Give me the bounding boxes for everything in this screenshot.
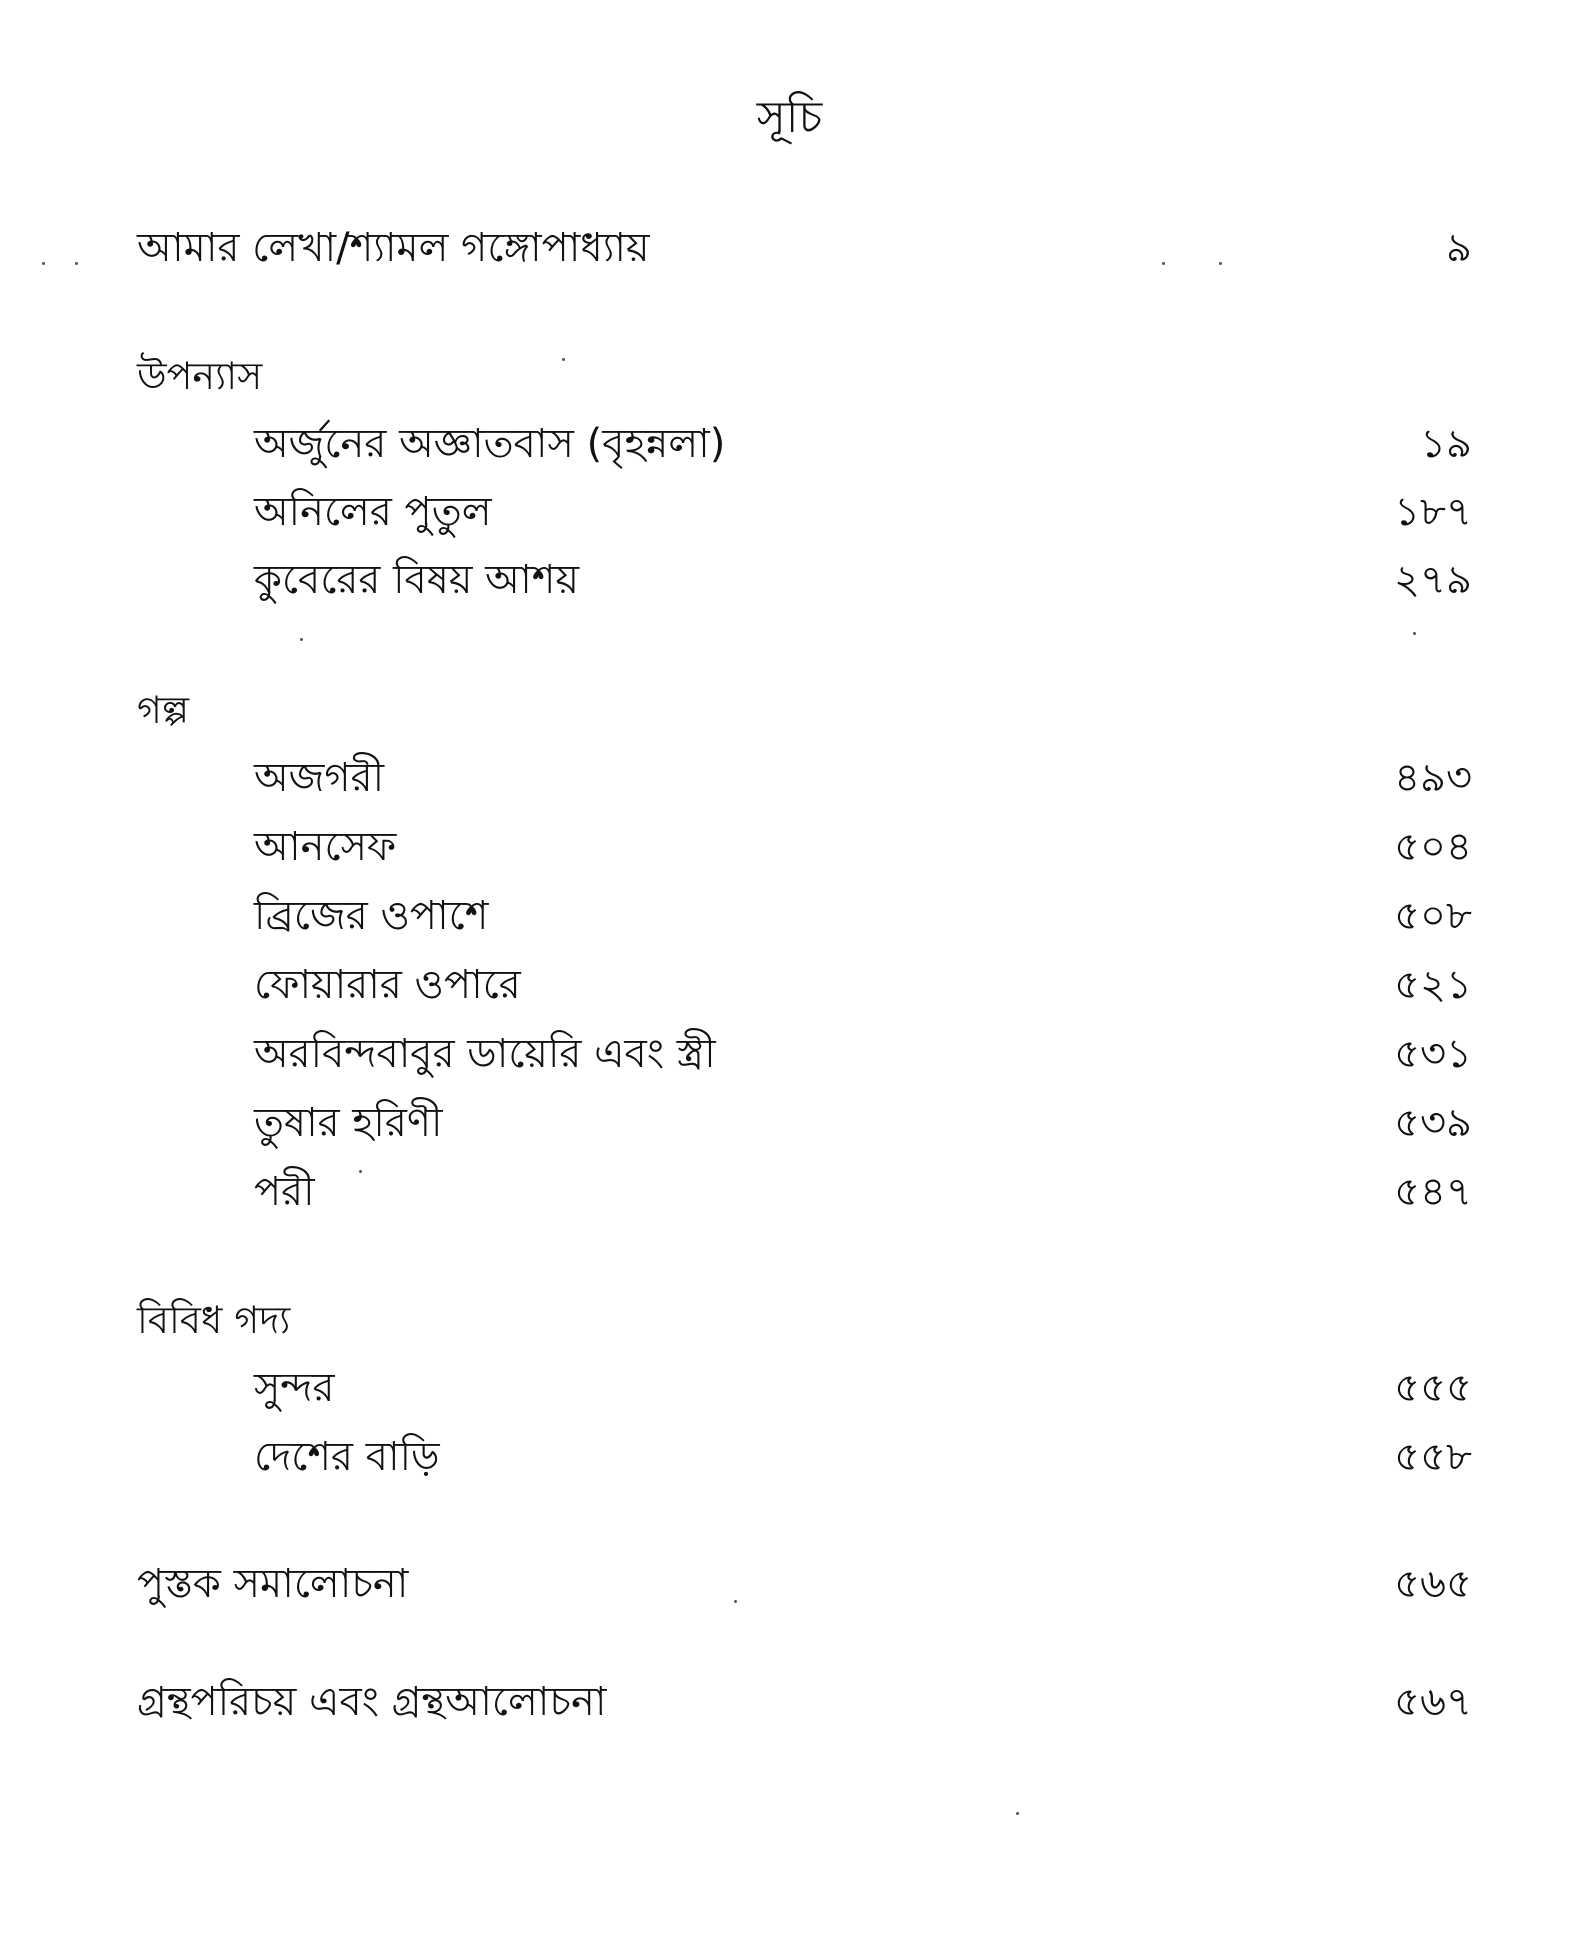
toc-entry-label: দেশের বাড়ি bbox=[254, 1434, 440, 1480]
toc-entry-page: ৯ bbox=[1446, 225, 1472, 271]
toc-entry-label: অরবিন্দবাবুর ডায়েরি এবং স্ত্রী bbox=[254, 1031, 716, 1077]
toc-entry bbox=[0, 817, 1579, 877]
scan-speck bbox=[359, 1170, 362, 1173]
scan-speck bbox=[1162, 262, 1165, 265]
toc-entry-page: ৫৬৫ bbox=[1394, 1561, 1472, 1607]
toc-entry bbox=[0, 748, 1579, 808]
toc-entry-page: ৫৩৯ bbox=[1394, 1100, 1472, 1146]
toc-entry-label: পরী bbox=[254, 1169, 315, 1215]
toc-entry-page: ৫৬৭ bbox=[1394, 1679, 1472, 1725]
scan-speck bbox=[75, 262, 78, 265]
toc-entry-label: ব্রিজের ওপাশে bbox=[254, 893, 489, 939]
toc-entry-page: ৪৯৩ bbox=[1394, 755, 1472, 801]
section-heading-label: বিবিধ গদ্য bbox=[137, 1298, 291, 1342]
toc-entry-label: গ্রন্থপরিচয় এবং গ্রন্থআলোচনা bbox=[137, 1679, 607, 1725]
toc-entry-label: অর্জুনের অজ্ঞাতবাস (বৃহন্নলা) bbox=[254, 421, 726, 467]
toc-entry bbox=[0, 1358, 1579, 1418]
toc-entry-label: সুন্দর bbox=[254, 1365, 335, 1411]
toc-entry-page: ৫২১ bbox=[1394, 962, 1472, 1008]
toc-entry bbox=[0, 1162, 1579, 1222]
toc-entry-label: আনসেফ bbox=[254, 824, 397, 870]
toc-entry-page: ২৭৯ bbox=[1394, 557, 1472, 603]
section-heading-label: উপন্যাস bbox=[137, 354, 263, 398]
toc-entry-page: ৫৫৮ bbox=[1394, 1434, 1472, 1480]
toc-entry-page: ৫০৪ bbox=[1394, 824, 1472, 870]
toc-entry bbox=[0, 1427, 1579, 1487]
scan-speck bbox=[1413, 632, 1416, 635]
toc-entry bbox=[0, 886, 1579, 946]
scan-speck bbox=[1219, 262, 1222, 265]
toc-entry bbox=[0, 414, 1579, 474]
toc-entry bbox=[0, 955, 1579, 1015]
toc-entry-page: ১৯ bbox=[1420, 421, 1472, 467]
toc-entry-book-review bbox=[0, 1554, 1579, 1614]
toc-entry-label: পুস্তক সমালোচনা bbox=[137, 1561, 409, 1607]
section-heading-novels bbox=[0, 346, 1579, 406]
toc-entry-page: ৫০৮ bbox=[1394, 893, 1472, 939]
section-heading-stories bbox=[0, 680, 1579, 740]
section-heading-label: গল্প bbox=[137, 688, 190, 732]
toc-entry-label: অজগরী bbox=[254, 755, 385, 801]
toc-entry-page: ১৮৭ bbox=[1394, 489, 1472, 535]
toc-entry-page: ৫৩১ bbox=[1394, 1031, 1472, 1077]
toc-entry-intro bbox=[0, 218, 1579, 278]
toc-entry bbox=[0, 1024, 1579, 1084]
section-heading-misc-prose bbox=[0, 1290, 1579, 1350]
toc-entry bbox=[0, 550, 1579, 610]
toc-entry-label: আমার লেখা/শ্যামল গঙ্গোপাধ্যায় bbox=[137, 225, 650, 271]
toc-entry bbox=[0, 1093, 1579, 1153]
scan-speck bbox=[300, 638, 303, 641]
scan-speck bbox=[734, 1600, 737, 1603]
toc-entry-page: ৫৫৫ bbox=[1394, 1365, 1472, 1411]
toc-entry-label: অনিলের পুতুল bbox=[254, 489, 492, 535]
toc-entry-label: ফোয়ারার ওপারে bbox=[254, 962, 521, 1008]
toc-entry-label: কুবেরের বিষয় আশয় bbox=[254, 557, 580, 603]
scan-speck bbox=[42, 262, 45, 265]
scan-speck bbox=[562, 358, 565, 361]
toc-entry-bibliography bbox=[0, 1672, 1579, 1732]
toc-entry-page: ৫৪৭ bbox=[1394, 1169, 1472, 1215]
page-title: সূচি bbox=[756, 92, 823, 143]
toc-entry bbox=[0, 482, 1579, 542]
toc-entry-label: তুষার হরিণী bbox=[254, 1100, 443, 1146]
scan-speck bbox=[1016, 1812, 1019, 1815]
